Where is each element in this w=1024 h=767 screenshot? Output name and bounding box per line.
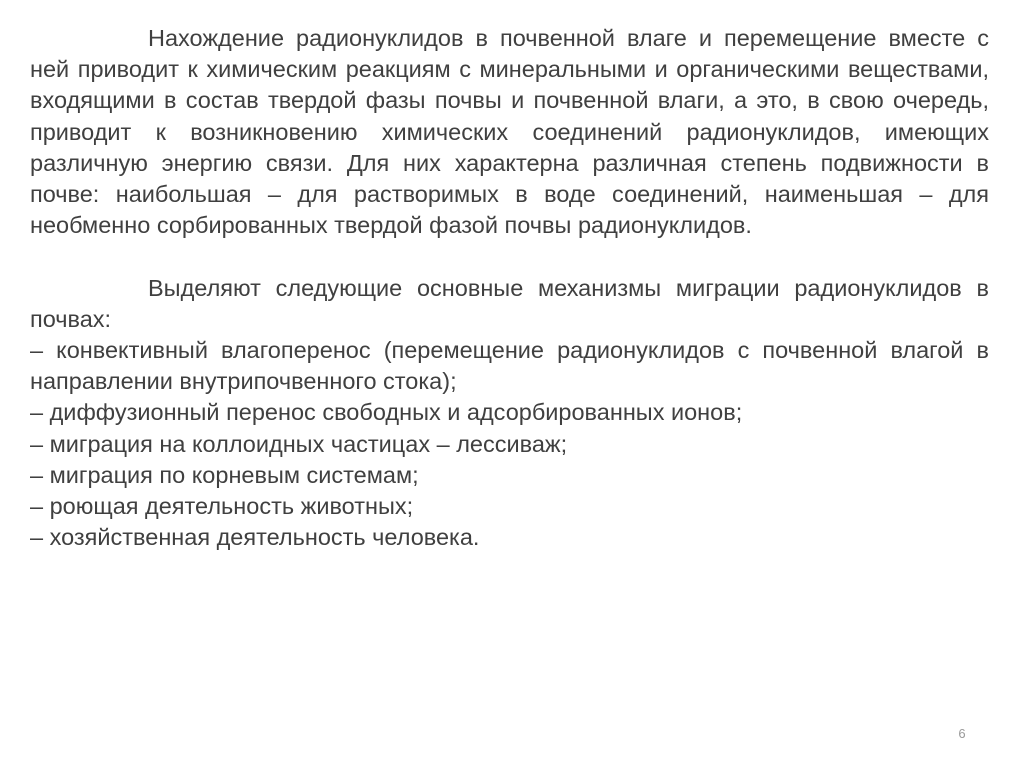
list-item: – диффузионный перенос свободных и адсорбированных ионов;	[30, 399, 743, 426]
list-item: – миграция по корневым системам;	[30, 461, 419, 488]
slide-page-number: 6	[958, 726, 966, 741]
list-item: – конвективный влагоперенос (перемещение радионуклидов с почвенной влагой в направлении внутрипочвенного стока);	[30, 337, 989, 395]
list-item: – миграция на коллоидных частицах – лессиваж;	[30, 430, 568, 457]
slide-content	[30, 23, 989, 553]
paragraph-migration-intro: Выделяют следующие основные механизмы миграции радионуклидов в почвах:	[30, 274, 989, 332]
migration-mechanisms-list	[30, 335, 989, 553]
list-item: – роющая деятельность животных;	[30, 493, 414, 520]
paragraph-radionuclide-reactions: Нахождение радионуклидов в почвенной влаге и перемещение вместе с ней приводит к химическим реакциям с минеральными и органическими веществами, входящими в состав твердой фазы почвы и почвенной влаги, а это, в свою очередь, приводит к возникновению химических соединений радионуклидов, имеющих различную энергию связи. Для них характерна различная степень подвижности в почве: наибольшая – для растворимых в воде соединений, наименьшая – для необменно сорбированных твердой фазой почвы радионуклидов.	[30, 25, 989, 239]
list-item: – хозяйственная деятельность человека.	[30, 524, 480, 551]
paragraph-spacer	[30, 241, 989, 272]
